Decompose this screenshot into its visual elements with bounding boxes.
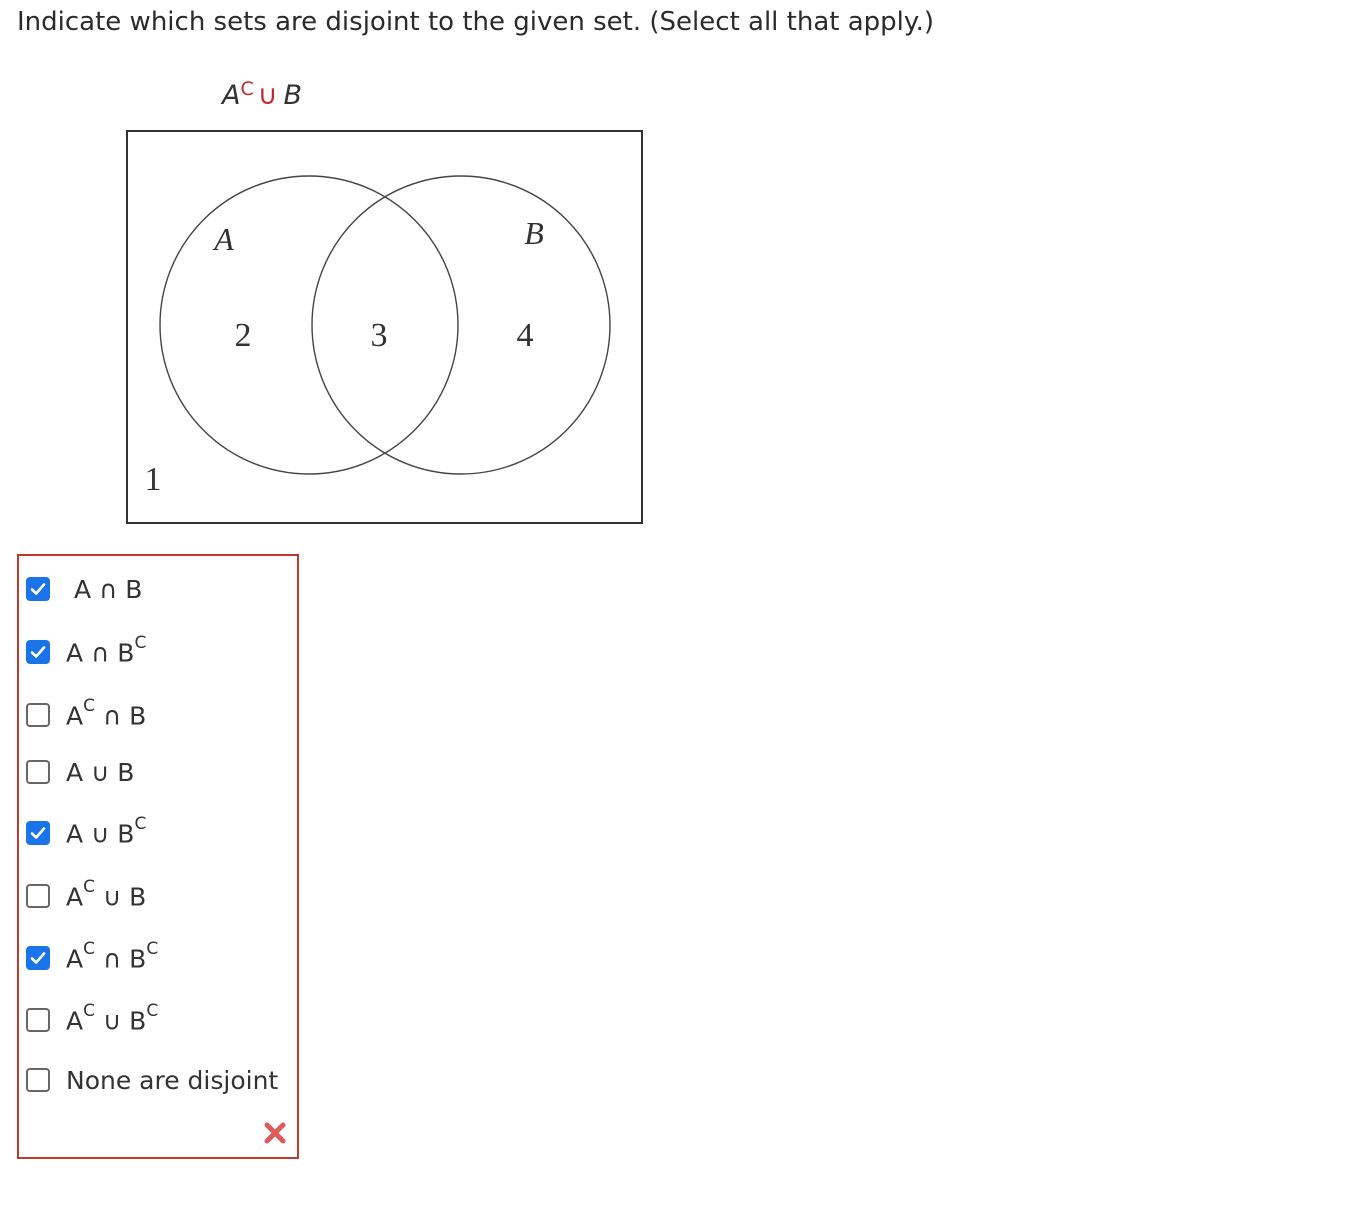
complement-mark: C: [146, 938, 159, 959]
option-label-text: A ∪ B: [66, 819, 135, 849]
checkmark-icon: [29, 580, 47, 598]
complement-mark: C: [134, 813, 147, 834]
complement-mark: C: [146, 1000, 159, 1021]
option-label: [66, 695, 147, 731]
checkbox-a-complement-union-b[interactable]: [26, 884, 50, 908]
checkbox-a-complement-intersect-b-complement[interactable]: [26, 946, 50, 970]
checkmark-icon: [29, 643, 47, 661]
option-label-text: A: [66, 944, 84, 974]
circle-a: [160, 176, 458, 474]
checkbox-a-union-b-complement[interactable]: [26, 821, 50, 845]
complement-mark: C: [83, 1000, 95, 1021]
option-label-text: A ∩ B: [66, 638, 135, 668]
checkbox-none-disjoint[interactable]: [26, 1068, 50, 1092]
option-label: [66, 813, 147, 849]
region-a-only: 2: [234, 317, 252, 354]
complement-mark: C: [83, 876, 95, 897]
circle-a-label: A: [214, 221, 234, 257]
checkbox-a-complement-union-b-complement[interactable]: [26, 1008, 50, 1032]
given-set-second: B: [283, 80, 303, 111]
given-set-base: A: [222, 80, 241, 111]
option-label-text: ∩ B: [94, 944, 147, 974]
option-label-text: A: [66, 701, 84, 731]
complement-mark: C: [83, 695, 95, 716]
region-b-only: 4: [516, 317, 534, 354]
option-label: [66, 876, 147, 912]
region-outside: 1: [144, 461, 162, 498]
option-a-intersect-b[interactable]: [26, 574, 142, 604]
checkmark-icon: [29, 824, 47, 842]
option-a-union-b[interactable]: [26, 757, 134, 787]
option-label-text: ∪ B: [94, 882, 147, 912]
circle-b-label: B: [524, 215, 544, 251]
option-label-text: ∪ B: [94, 1006, 147, 1036]
option-a-complement-union-b-complement[interactable]: [26, 1000, 159, 1036]
option-label-text: A: [66, 882, 84, 912]
incorrect-x-icon: [263, 1121, 287, 1145]
checkbox-a-intersect-b[interactable]: [26, 577, 50, 601]
option-a-union-b-complement[interactable]: [26, 813, 147, 849]
checkmark-icon: [29, 949, 47, 967]
checkbox-a-intersect-b-complement[interactable]: [26, 640, 50, 664]
option-none-disjoint[interactable]: [26, 1065, 278, 1095]
option-a-complement-intersect-b-complement[interactable]: [26, 938, 159, 974]
option-a-intersect-b-complement[interactable]: [26, 632, 147, 668]
venn-diagram: [126, 130, 644, 525]
answer-options-box: [17, 554, 299, 1159]
complement-mark: C: [134, 632, 147, 653]
checkbox-a-complement-intersect-b[interactable]: [26, 703, 50, 727]
given-set: [222, 80, 302, 111]
region-both: 3: [370, 317, 388, 354]
option-label: [66, 938, 159, 974]
given-set-complement-mark: C: [240, 78, 254, 100]
option-a-complement-union-b[interactable]: [26, 876, 147, 912]
option-label: [66, 632, 147, 668]
option-label: A ∪ B: [66, 757, 135, 787]
option-label-text: A: [66, 1006, 84, 1036]
option-label-text: ∩ B: [94, 701, 147, 731]
option-label: [66, 1000, 159, 1036]
question-text: Indicate which sets are disjoint to the given set. (Select all that apply.): [17, 7, 934, 37]
checkbox-a-union-b[interactable]: [26, 760, 50, 784]
option-label: None are disjoint: [66, 1065, 279, 1095]
circle-b: [312, 176, 610, 474]
option-a-complement-intersect-b[interactable]: [26, 695, 147, 731]
given-set-operator: ∪: [257, 80, 278, 111]
complement-mark: C: [83, 938, 95, 959]
option-label: A ∩ B: [74, 574, 143, 604]
